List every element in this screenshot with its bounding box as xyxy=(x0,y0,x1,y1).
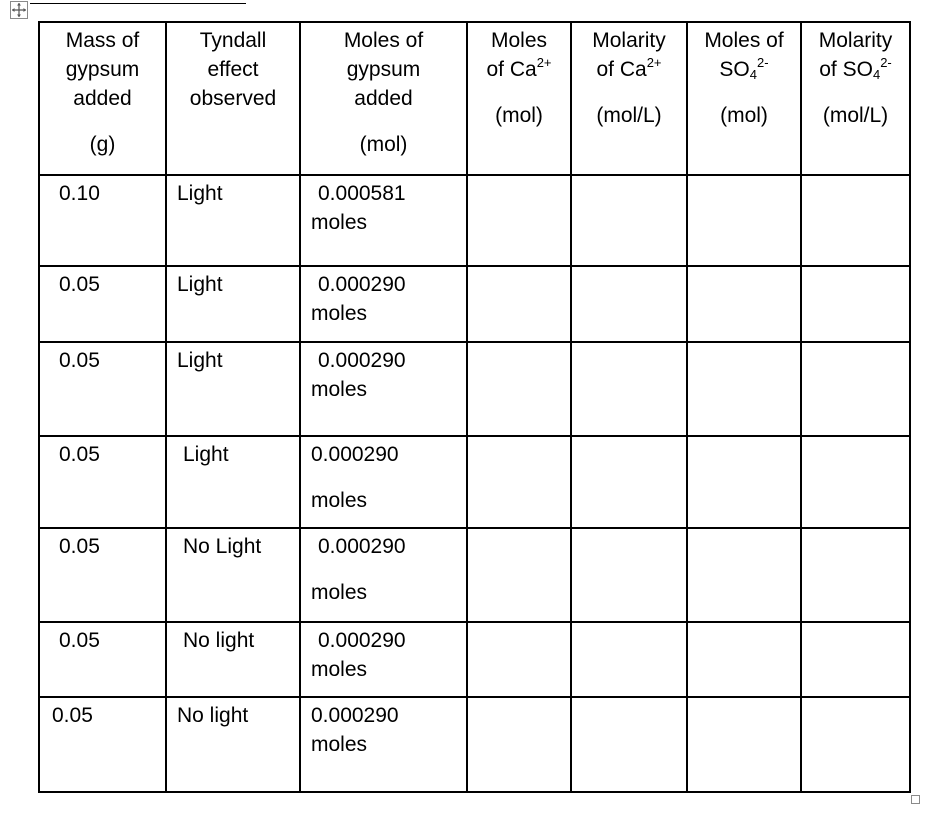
moles-ca-cell[interactable] xyxy=(467,342,571,436)
header-moles-so4-unit: (mol) xyxy=(720,104,768,127)
moles-gypsum-cell[interactable]: 0.000290 moles xyxy=(300,697,467,792)
table-resize-handle-icon[interactable] xyxy=(911,795,920,804)
table-move-handle-icon[interactable] xyxy=(10,1,28,19)
moles-ca-cell[interactable] xyxy=(467,266,571,342)
tyndall-cell[interactable]: No light xyxy=(166,622,300,697)
molarity-so4-cell[interactable] xyxy=(801,436,910,528)
header-molarity-ca: Molarity of $Ca^{2+}$ (mol/L) xyxy=(571,22,687,175)
table-row xyxy=(39,175,910,266)
molarity-so4-cell[interactable] xyxy=(801,622,910,697)
tyndall-cell[interactable]: Light xyxy=(166,342,300,436)
header-molarity-so4: Molarity of $SO_4^{2-}$ (mol/L) xyxy=(801,22,910,175)
header-tyndall: Tyndall effect observed xyxy=(166,22,300,175)
moles-gypsum-cell[interactable]: 0.000290 moles xyxy=(300,528,467,622)
molarity-ca-cell[interactable] xyxy=(571,266,687,342)
table-row xyxy=(39,342,910,436)
molarity-ca-cell[interactable] xyxy=(571,342,687,436)
moles-so4-cell[interactable] xyxy=(687,266,801,342)
mass-cell[interactable]: 0.05 xyxy=(39,436,166,528)
header-molarity-so4-unit: (mol/L) xyxy=(822,104,889,127)
tyndall-cell[interactable]: Light xyxy=(166,436,300,528)
mass-cell[interactable]: 0.05 xyxy=(39,342,166,436)
molarity-ca-cell[interactable] xyxy=(571,436,687,528)
tyndall-cell[interactable]: No light xyxy=(166,697,300,792)
moles-gypsum-cell[interactable]: 0.000290 moles xyxy=(300,622,467,697)
mass-cell[interactable]: 0.05 xyxy=(39,266,166,342)
moles-so4-cell[interactable] xyxy=(687,622,801,697)
moles-ca-cell[interactable] xyxy=(467,436,571,528)
tyndall-cell[interactable]: Light xyxy=(166,266,300,342)
molarity-so4-cell[interactable] xyxy=(801,266,910,342)
data-table xyxy=(38,21,911,793)
header-mass-unit: (g) xyxy=(89,133,116,156)
molarity-so4-cell[interactable] xyxy=(801,342,910,436)
tyndall-cell[interactable]: No Light xyxy=(166,528,300,622)
header-mass: Mass of gypsum added (g) xyxy=(39,22,166,175)
molarity-so4-cell[interactable] xyxy=(801,175,910,266)
moles-gypsum-cell[interactable]: 0.000581 moles xyxy=(300,175,467,266)
moles-so4-cell[interactable] xyxy=(687,436,801,528)
molarity-ca-cell[interactable] xyxy=(571,697,687,792)
table-row xyxy=(39,528,910,622)
mass-cell[interactable]: 0.10 xyxy=(39,175,166,266)
moles-gypsum-cell[interactable]: 0.000290 moles xyxy=(300,342,467,436)
header-molarity-ca-unit: (mol/L) xyxy=(596,104,662,127)
molarity-so4-cell[interactable] xyxy=(801,697,910,792)
moles-ca-cell[interactable] xyxy=(467,528,571,622)
moles-ca-cell[interactable] xyxy=(467,697,571,792)
moles-so4-cell[interactable] xyxy=(687,175,801,266)
table-row xyxy=(39,697,910,792)
header-moles-gypsum: Moles of gypsum added (mol) xyxy=(300,22,467,175)
tyndall-cell[interactable]: Light xyxy=(166,175,300,266)
molarity-ca-cell[interactable] xyxy=(571,528,687,622)
header-moles-gypsum-unit: (mol) xyxy=(359,133,408,156)
header-moles-so4: Moles of $SO_4^{2-}$ (mol) xyxy=(687,22,801,175)
header-moles-ca-unit: (mol) xyxy=(495,104,543,127)
moles-ca-cell[interactable] xyxy=(467,622,571,697)
moles-so4-cell[interactable] xyxy=(687,697,801,792)
table-row xyxy=(39,436,910,528)
molarity-ca-cell[interactable] xyxy=(571,622,687,697)
molarity-so4-cell[interactable] xyxy=(801,528,910,622)
mass-cell[interactable]: 0.05 xyxy=(39,697,166,792)
molarity-ca-cell[interactable] xyxy=(571,175,687,266)
header-row xyxy=(39,22,910,175)
moles-so4-cell[interactable] xyxy=(687,528,801,622)
mass-cell[interactable]: 0.05 xyxy=(39,528,166,622)
table-row xyxy=(39,622,910,697)
table-row xyxy=(39,266,910,342)
heading-underline xyxy=(30,3,246,4)
moles-so4-cell[interactable] xyxy=(687,342,801,436)
moles-gypsum-cell[interactable]: 0.000290 moles xyxy=(300,436,467,528)
moles-ca-cell[interactable] xyxy=(467,175,571,266)
moles-gypsum-cell[interactable]: 0.000290 moles xyxy=(300,266,467,342)
mass-cell[interactable]: 0.05 xyxy=(39,622,166,697)
header-moles-ca: Moles of $Ca^{2+}$ (mol) xyxy=(467,22,571,175)
